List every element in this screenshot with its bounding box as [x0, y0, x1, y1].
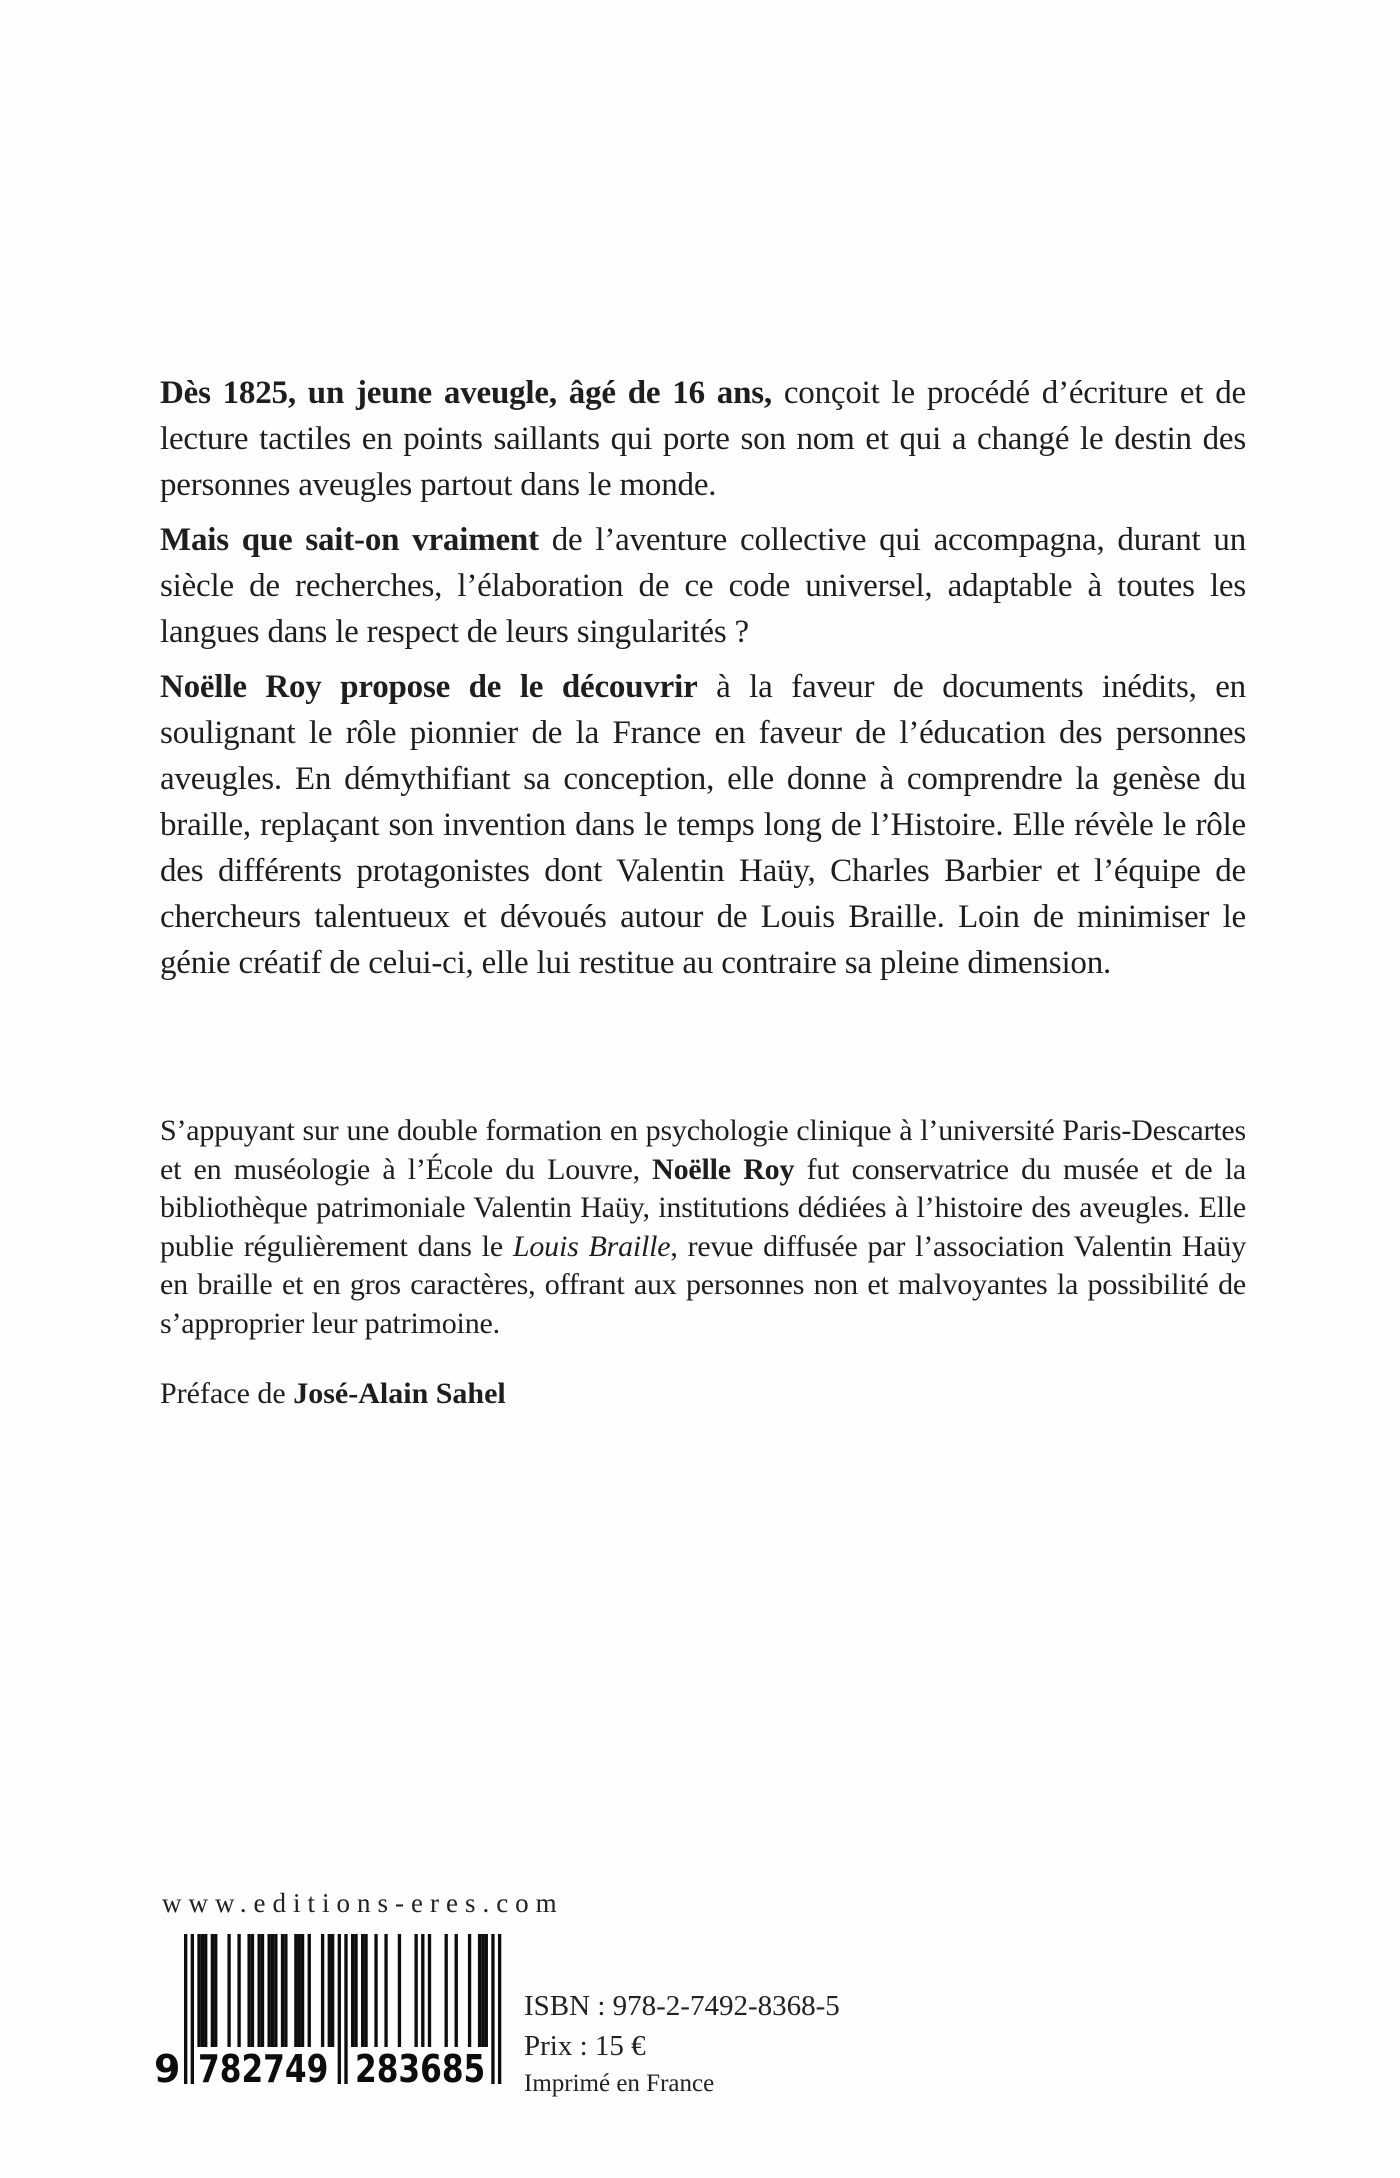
synopsis-paragraph-3-body: à la faveur de documents inédits, en soulignant le rôle pionnier de la France en faveur de l’éducation des personnes aveugles. En démythifiant sa conception, elle donne à comprendre la genèse du braille, replaçant son invention dans le temps long de l’Histoire. Elle révèle le rôle des différents protagonistes dont Valentin Haüy, Charles Barbier et l’équipe de chercheurs talentueux et dévoués autour de Louis Braille. Loin de minimiser le génie créatif de celui-ci, elle lui restitue au contraire sa pleine dimension.	[160, 669, 1246, 981]
synopsis-paragraph-2-body: de l’aventure collective qui accompagna, durant un siècle de recherches, l’élaboration de ce code universel, adaptable à toutes les langues dans le respect de leurs singularités ?	[160, 522, 1246, 650]
printed-in-line: Imprimé en France	[524, 2070, 715, 2097]
bio-text-3: , revue diffusée par l’association Valentin Haüy en braille et en gros caractères, offrant aux personnes non et malvoyantes la possibilité de s’approprier leur patrimoine.	[160, 1229, 1246, 1340]
publisher-website-url: www.editions-eres.com	[162, 1888, 564, 1918]
synopsis	[160, 370, 1246, 995]
bio-text-1: S’appuyant sur une double formation en psychologie clinique à l’université Paris-Descartes et en muséologie à l’École du Louvre,	[160, 1114, 1246, 1186]
author-bio	[160, 1112, 1246, 1343]
synopsis-paragraph-3	[160, 664, 1246, 986]
isbn-block	[524, 1986, 840, 2102]
preface-line	[160, 1375, 1246, 1413]
synopsis-paragraph-1-lead: Dès 1825, un jeune aveugle, âgé de 16 ans,	[160, 375, 772, 411]
svg-text:283685: 283685	[355, 2047, 486, 2085]
preface-author-name: José-Alain Sahel	[293, 1377, 506, 1410]
synopsis-paragraph-1	[160, 370, 1246, 508]
synopsis-paragraph-1-body: conçoit le procédé d’écriture et de lecture tactiles en points saillants qui porte son nom et qui a changé le destin des personnes aveugles partout dans le monde.	[160, 375, 1246, 503]
ean13-barcode-svg	[148, 1933, 516, 2085]
isbn-line: ISBN : 978-2-7492-8368-5	[524, 1990, 840, 2022]
journal-title: Louis Braille	[512, 1229, 671, 1263]
ean13-barcode	[148, 1933, 516, 2085]
svg-text:9: 9	[154, 2047, 181, 2085]
synopsis-paragraph-2	[160, 517, 1246, 655]
synopsis-paragraph-3-lead: Noëlle Roy propose de le découvrir	[160, 669, 698, 705]
price-line: Prix : 15 €	[524, 2030, 646, 2062]
author-bio-block	[160, 1112, 1246, 1413]
preface-label: Préface de	[160, 1377, 294, 1410]
author-name: Noëlle Roy	[652, 1152, 795, 1186]
synopsis-paragraph-2-lead: Mais que sait-on vraiment	[160, 522, 539, 558]
svg-text:782749: 782749	[198, 2047, 329, 2085]
bio-text-2: fut conservatrice du musée et de la bibliothèque patrimoniale Valentin Haüy, institutions dédiées à l’histoire des aveugles. Elle publie régulièrement dans le	[160, 1152, 1246, 1263]
